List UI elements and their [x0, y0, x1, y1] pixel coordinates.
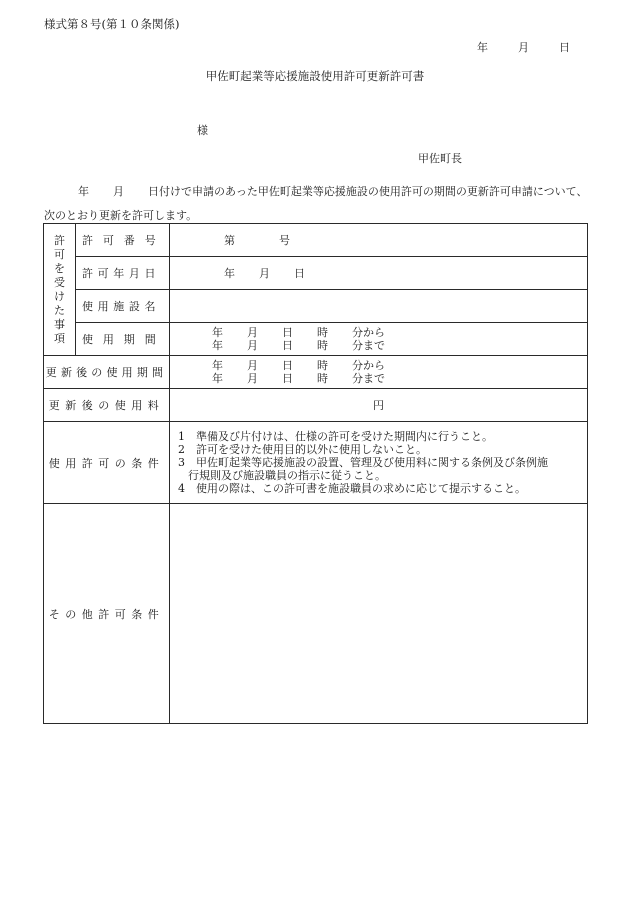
facility-value	[170, 290, 588, 323]
date-day: 日	[559, 41, 570, 54]
form-number: 様式第８号(第１０条関係)	[44, 17, 180, 31]
row-facility	[44, 290, 588, 323]
permit-date-label: 許可年月日	[76, 257, 170, 290]
new-period-value: 年 月 日 時 分から 年 月 日 時 分まで	[170, 356, 588, 389]
body-paragraph	[44, 180, 592, 228]
conditions-label: 使用許可の条件	[44, 422, 170, 504]
period-value: 年 月 日 時 分から 年 月 日 時 分まで	[170, 323, 588, 356]
fee-unit: 円	[170, 389, 588, 422]
permit-number-label: 許可番号	[76, 224, 170, 257]
condition-item: 3 甲佐町起業等応援施設の設置、管理及び使用料に関する条例及び条例施	[178, 456, 548, 469]
permit-number-value: 第 号	[170, 224, 588, 257]
period-label: 使用期間	[76, 323, 170, 356]
condition-item: 2 許可を受けた使用目的以外に使用しないこと。	[178, 443, 427, 456]
date-month: 月	[518, 41, 529, 54]
issuer-name: 甲佐町長	[418, 152, 462, 165]
facility-label: 使用施設名	[76, 290, 170, 323]
other-conditions-label: その他許可条件	[44, 504, 170, 724]
row-conditions	[44, 422, 588, 504]
document-title: 甲佐町起業等応援施設使用許可更新許可書	[205, 69, 425, 83]
row-permit-date	[44, 257, 588, 290]
row-period	[44, 323, 588, 356]
body-month: 月	[113, 185, 124, 198]
condition-item-continued: 行規則及び施設職員の指示に従うこと。	[188, 469, 386, 482]
row-fee	[44, 389, 588, 422]
row-new-period	[44, 356, 588, 389]
addressee-suffix: 様	[197, 124, 208, 137]
body-text: 日付けで申請のあった甲佐町起業等応援施設の使用許可の期間の更新許可申請について、次のとおり更新を許可します。	[44, 185, 588, 222]
row-other-conditions	[44, 504, 588, 724]
permit-date-value: 年 月 日	[170, 257, 588, 290]
date-year: 年	[477, 41, 488, 54]
fee-label: 更新後の使用料	[44, 389, 170, 422]
new-period-label: 更新後の使用期間	[44, 356, 170, 389]
permit-table	[43, 223, 588, 724]
body-year: 年	[78, 185, 89, 198]
condition-item: 1 準備及び片付けは、仕様の許可を受けた期間内に行うこと。	[178, 430, 493, 443]
group-label-permitted-items: 許 可 を 受 け た 事 項	[44, 224, 76, 356]
other-conditions-value	[170, 504, 588, 724]
conditions-list	[170, 422, 588, 504]
condition-item: 4 使用の際は、この許可書を施設職員の求めに応じて提示すること。	[178, 482, 526, 495]
row-permit-number	[44, 224, 588, 257]
issue-date	[477, 41, 570, 55]
